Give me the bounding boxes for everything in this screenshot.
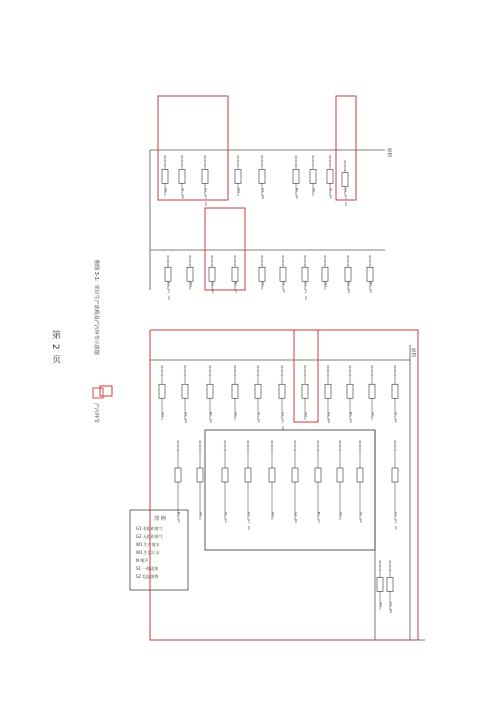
- process-box: [292, 468, 298, 482]
- process-box: [235, 169, 241, 183]
- pollutant-label: W1: [164, 188, 168, 193]
- pollutant-label: G2、N1: [211, 282, 215, 294]
- process-column: [179, 155, 185, 199]
- process-column: [342, 160, 348, 206]
- process-box: [187, 267, 193, 281]
- pollutant-label: S1、S2: [394, 412, 398, 423]
- pollutant-label: G1、S1、S2: [281, 412, 285, 430]
- pollutant-label: W1: [234, 412, 238, 417]
- process-box: [325, 384, 331, 398]
- process-column: [269, 440, 275, 520]
- pollutant-label: W1: [371, 412, 375, 417]
- legend-item: S1 一般固废: [136, 566, 159, 571]
- process-column: [337, 440, 343, 520]
- pollutant-label: G2、N1: [389, 602, 393, 614]
- pollutant-label: G1、S1、S2: [167, 282, 171, 300]
- process-column: [325, 365, 331, 423]
- process-column: [165, 255, 171, 300]
- process-column: [315, 440, 321, 523]
- pollutant-label: W3: [189, 282, 193, 287]
- process-column: [292, 440, 298, 523]
- process-column: [245, 440, 251, 530]
- process-box: [367, 267, 373, 281]
- pollutant-label: W1: [312, 188, 316, 193]
- pollutant-label: W3: [237, 188, 241, 193]
- pollutant-label: G2、N1: [184, 412, 188, 424]
- process-box: [175, 468, 181, 482]
- process-box: [357, 468, 363, 482]
- diagram-title: 附图 3-1：项目生产流程及产污环节示意图: [93, 260, 99, 355]
- process-box: [377, 578, 383, 592]
- process-box: [387, 578, 393, 592]
- process-columns: [159, 155, 398, 613]
- pollutant-label: N1、S2: [349, 412, 353, 423]
- pollutant-label: G1、S1、S2: [344, 188, 348, 206]
- process-column: [302, 365, 308, 420]
- process-column: [347, 365, 353, 423]
- pollutant-label: G1、S1、S2: [394, 512, 398, 530]
- process-box: [369, 384, 375, 398]
- process-column: [207, 365, 213, 423]
- pollutant-label: W3: [271, 512, 275, 517]
- process-box: [279, 384, 285, 398]
- process-column: [357, 440, 363, 523]
- process-box: [302, 384, 308, 398]
- process-column: [232, 365, 238, 420]
- legend-item: S2 危险废物: [136, 574, 159, 579]
- process-column: [345, 255, 351, 293]
- pollutant-label: S1、S2: [282, 282, 286, 293]
- process-column: [232, 255, 238, 293]
- pollutant-label: G2、N1: [261, 188, 265, 200]
- inner-process-frame: [205, 430, 375, 550]
- process-column: [182, 365, 188, 423]
- process-box: [302, 267, 308, 281]
- pollutant-label: N1、S2: [234, 282, 238, 293]
- process-box: [232, 267, 238, 281]
- process-column: [302, 255, 308, 300]
- pollutant-label: W3: [324, 282, 328, 287]
- process-box: [315, 468, 321, 482]
- process-box: [269, 468, 275, 482]
- legend-box-label: 产污环节: [93, 403, 99, 424]
- process-column: [327, 155, 333, 199]
- process-column: [392, 440, 398, 530]
- process-box: [322, 267, 328, 281]
- pollutant-label: N1、S2: [295, 188, 299, 199]
- process-box: [259, 267, 265, 281]
- pollutant-label: N1、S2: [209, 412, 213, 423]
- legend-item: G2 无组织废气: [136, 534, 163, 539]
- pollutant-label: G1、S1、S2: [304, 282, 308, 300]
- process-column: [202, 155, 208, 206]
- process-box: [202, 169, 208, 183]
- process-column: [310, 155, 316, 196]
- process-column: [377, 560, 383, 610]
- pollutant-label: W3: [304, 412, 308, 417]
- middle-marker: 原料: [410, 348, 415, 357]
- frame-lines: [150, 150, 425, 640]
- process-box: [392, 384, 398, 398]
- process-box: [310, 169, 316, 183]
- process-column: [280, 255, 286, 293]
- process-column: [175, 440, 181, 523]
- process-column: [222, 440, 228, 523]
- process-column: [293, 155, 299, 199]
- pollutant-label: N1、S2: [177, 512, 181, 523]
- page-number: 第 2 页: [50, 330, 60, 365]
- pollutant-label: S1、S2: [181, 188, 185, 199]
- process-column: [322, 255, 328, 290]
- process-box: [280, 267, 286, 281]
- process-box: [245, 468, 251, 482]
- process-box: [209, 267, 215, 281]
- process-column: [259, 155, 265, 199]
- process-box: [293, 169, 299, 183]
- process-column: [369, 365, 375, 420]
- process-box: [342, 173, 348, 187]
- pollutant-label: G2、N1: [294, 512, 298, 524]
- pollutant-label: G1、S1、S2: [247, 512, 251, 530]
- legend-item: G1 有组织废气: [136, 526, 163, 531]
- top-marker: 原料: [386, 148, 391, 157]
- process-box: [197, 468, 203, 482]
- pollutant-label: W3: [379, 602, 383, 607]
- legend-item: N 噪声: [136, 558, 149, 563]
- process-box: [182, 384, 188, 398]
- process-column: [279, 365, 285, 430]
- process-column: [387, 560, 393, 613]
- pollutant-label: G1、S1、S2: [204, 188, 208, 206]
- process-column: [367, 255, 373, 293]
- pollutant-label: N1、S2: [317, 512, 321, 523]
- process-box: [327, 169, 333, 183]
- process-box: [337, 468, 343, 482]
- process-box: [159, 384, 165, 398]
- process-column: [197, 440, 203, 520]
- process-column: [159, 365, 165, 420]
- process-box: [222, 468, 228, 482]
- process-box: [255, 384, 261, 398]
- process-column: [187, 255, 193, 290]
- process-box: [347, 384, 353, 398]
- pollutant-label: W1: [199, 512, 203, 517]
- process-box: [259, 169, 265, 183]
- pollutant-label: N1、S2: [369, 282, 373, 293]
- legend-item: W2 生活污水: [136, 550, 160, 555]
- pollutant-label: S1、S2: [359, 512, 363, 523]
- process-box: [179, 169, 185, 183]
- process-column: [255, 365, 261, 423]
- pollutant-label: W1: [339, 512, 343, 517]
- process-box: [165, 267, 171, 281]
- legend-items: [136, 525, 163, 579]
- process-box: [162, 169, 168, 183]
- pollutant-label: W1: [261, 282, 265, 287]
- pollutant-label: S1、S2: [257, 412, 261, 423]
- process-column: [162, 155, 168, 196]
- process-box: [207, 384, 213, 398]
- process-box: [345, 267, 351, 281]
- pollutant-label: S1、S2: [329, 188, 333, 199]
- pollutant-label: S1、S2: [224, 512, 228, 523]
- process-column: [392, 365, 398, 423]
- pollutant-label: W3: [161, 412, 165, 417]
- pollutant-label: G2、N1: [327, 412, 331, 424]
- pollutant-label: G2、N1: [347, 282, 351, 294]
- process-column: [259, 255, 265, 290]
- legend-title: 图 例: [154, 516, 166, 522]
- legend-item: W1 生产废水: [136, 542, 160, 547]
- process-box: [392, 468, 398, 482]
- process-column: [235, 155, 241, 196]
- process-column: [209, 255, 215, 293]
- process-box: [232, 384, 238, 398]
